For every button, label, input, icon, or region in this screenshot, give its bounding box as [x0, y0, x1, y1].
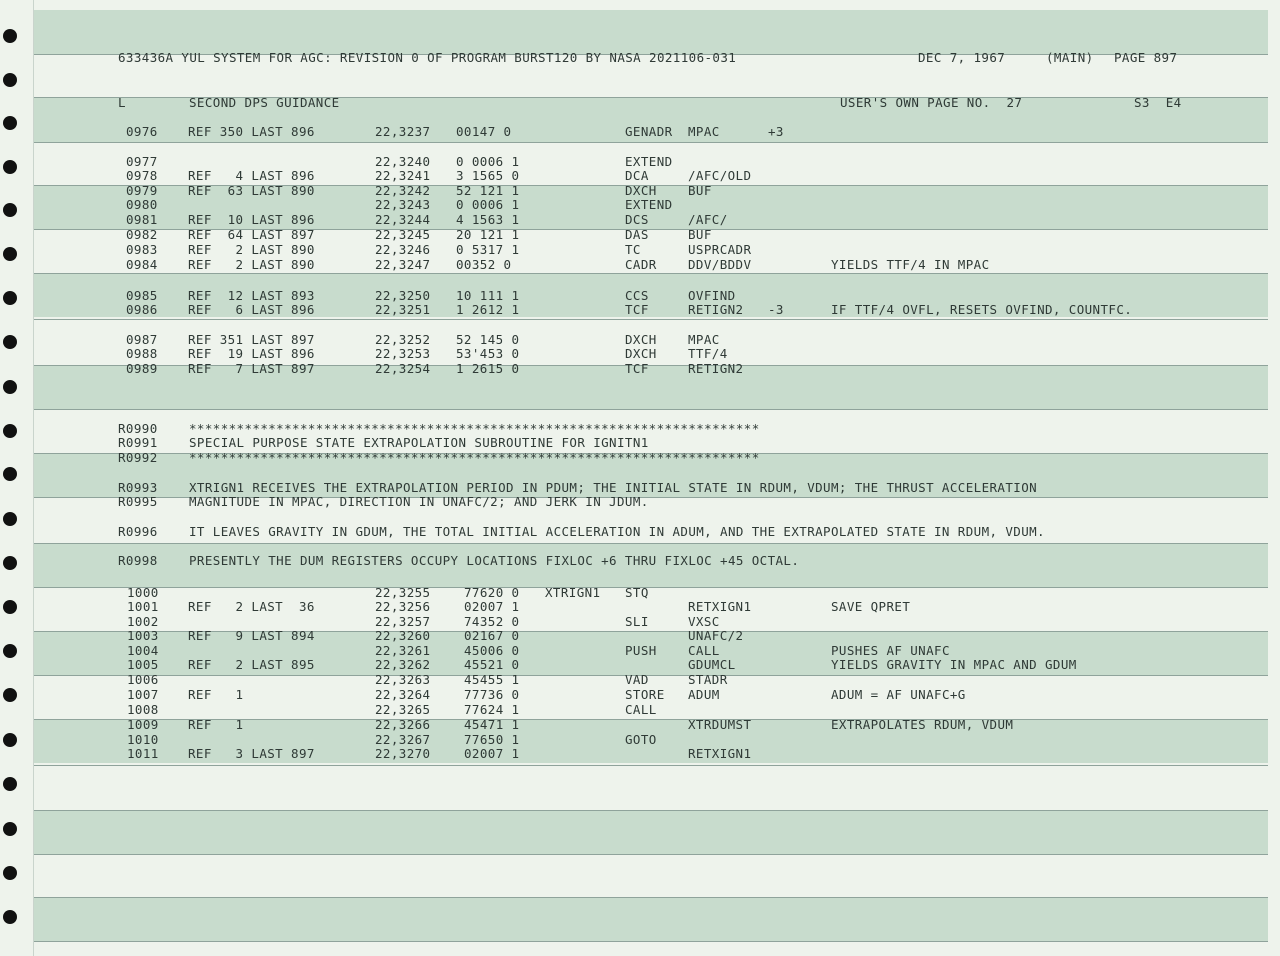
line-number: 1008 [127, 702, 159, 717]
address-field: 22,3260 [375, 628, 431, 643]
octal-code: 1 2615 0 [456, 361, 520, 376]
remark-text: XTRIGN1 RECEIVES THE EXTRAPOLATION PERIOD IN PDUM; THE INITIAL STATE IN RDUM, VDUM; THE THRUST ACCELERATION [189, 480, 1038, 495]
octal-code: 0 0006 1 [456, 197, 520, 212]
opcode: DXCH [625, 183, 657, 198]
line-number: 0978 [126, 168, 158, 183]
operand: TTF/4 [688, 346, 728, 361]
line-number: 1002 [127, 614, 159, 629]
address-field: 22,3251 [375, 302, 431, 317]
ref-field: REF 2 LAST 895 [188, 657, 315, 672]
ref-field: REF 351 LAST 897 [188, 332, 315, 347]
opcode: CADR [625, 257, 657, 272]
remark-line-number: R0990 [118, 421, 158, 436]
line-number: 1009 [127, 717, 159, 732]
line-number: 1007 [127, 687, 159, 702]
tractor-hole [3, 160, 17, 174]
address-field: 22,3270 [375, 746, 431, 761]
operand: STADR [688, 672, 728, 687]
line-number: 1001 [127, 599, 159, 614]
opcode: VAD [625, 672, 649, 687]
operand: USPRCADR [688, 242, 752, 257]
comment: EXTRAPOLATES RDUM, VDUM [831, 717, 1014, 732]
operand: BUF [688, 227, 712, 242]
address-field: 22,3263 [375, 672, 431, 687]
opcode: DCA [625, 168, 649, 183]
tractor-hole [3, 380, 17, 394]
label-field: XTRIGN1 [545, 585, 601, 600]
subheader-code: S3 E4 [1134, 95, 1182, 110]
header-date: DEC 7, 1967 [918, 50, 1006, 65]
address-field: 22,3254 [375, 361, 431, 376]
opcode: PUSH [625, 643, 657, 658]
operand: RETXIGN1 [688, 746, 752, 761]
line-number: 0984 [126, 257, 158, 272]
tractor-hole [3, 512, 17, 526]
address-field: 22,3242 [375, 183, 431, 198]
address-field: 22,3261 [375, 643, 431, 658]
line-number: 1003 [127, 628, 159, 643]
operand: GDUMCL [688, 657, 736, 672]
address-field: 22,3245 [375, 227, 431, 242]
opcode: TCF [625, 302, 649, 317]
ref-field: REF 63 LAST 890 [188, 183, 315, 198]
address-field: 22,3241 [375, 168, 431, 183]
octal-code: 02007 1 [464, 599, 520, 614]
line-number: 0989 [126, 361, 158, 376]
tractor-hole [3, 822, 17, 836]
remark-line-number: R0998 [118, 553, 158, 568]
address-field: 22,3240 [375, 154, 431, 169]
line-number: 0988 [126, 346, 158, 361]
comment: YIELDS GRAVITY IN MPAC AND GDUM [831, 657, 1077, 672]
tractor-hole [3, 866, 17, 880]
line-number: 1011 [127, 746, 159, 761]
comment: PUSHES AF UNAFC [831, 643, 950, 658]
remark-text: ************************************************************************ [189, 450, 760, 465]
ref-field: REF 2 LAST 36 [188, 599, 315, 614]
ref-field: REF 19 LAST 896 [188, 346, 315, 361]
line-number: 1005 [127, 657, 159, 672]
line-number: 1004 [127, 643, 159, 658]
tractor-hole [3, 644, 17, 658]
octal-code: 1 2612 1 [456, 302, 520, 317]
octal-code: 77736 0 [464, 687, 520, 702]
ref-field: REF 2 LAST 890 [188, 257, 315, 272]
line-number: 0981 [126, 212, 158, 227]
line-number: 1000 [127, 585, 159, 600]
opcode: DCS [625, 212, 649, 227]
address-field: 22,3244 [375, 212, 431, 227]
opcode: STORE [625, 687, 665, 702]
comment: YIELDS TTF/4 IN MPAC [831, 257, 990, 272]
line-number: 0982 [126, 227, 158, 242]
octal-code: 0 5317 1 [456, 242, 520, 257]
operand: ADUM [688, 687, 720, 702]
tractor-hole [3, 203, 17, 217]
operand: VXSC [688, 614, 720, 629]
octal-code: 00352 0 [456, 257, 512, 272]
address-field: 22,3257 [375, 614, 431, 629]
tractor-hole [3, 247, 17, 261]
header-main: (MAIN) [1046, 50, 1094, 65]
green-band [33, 10, 1268, 54]
operand-offset: +3 [768, 124, 784, 139]
operand: RETIGN2 [688, 361, 744, 376]
octal-code: 52 145 0 [456, 332, 520, 347]
octal-code: 45471 1 [464, 717, 520, 732]
ref-field: REF 4 LAST 896 [188, 168, 315, 183]
address-field: 22,3262 [375, 657, 431, 672]
address-field: 22,3255 [375, 585, 431, 600]
octal-code: 53'453 0 [456, 346, 520, 361]
header-title: 633436A YUL SYSTEM FOR AGC: REVISION 0 OF PROGRAM BURST120 BY NASA 2021106-031 [118, 50, 737, 65]
octal-code: 00147 0 [456, 124, 512, 139]
line-number: 1006 [127, 672, 159, 687]
subheader-title: SECOND DPS GUIDANCE [189, 95, 340, 110]
operand: CALL [688, 643, 720, 658]
line-number: 0985 [126, 288, 158, 303]
address-field: 22,3256 [375, 599, 431, 614]
header-page: PAGE 897 [1114, 50, 1178, 65]
ref-field: REF 3 LAST 897 [188, 746, 315, 761]
operand: /AFC/OLD [688, 168, 752, 183]
operand-offset: -3 [768, 302, 784, 317]
octal-code: 45006 0 [464, 643, 520, 658]
octal-code: 45521 0 [464, 657, 520, 672]
opcode: CALL [625, 702, 657, 717]
comment: SAVE QPRET [831, 599, 911, 614]
operand: /AFC/ [688, 212, 728, 227]
tractor-hole [3, 116, 17, 130]
opcode: SLI [625, 614, 649, 629]
opcode: GENADR [625, 124, 673, 139]
address-field: 22,3243 [375, 197, 431, 212]
line-number: 1010 [127, 732, 159, 747]
remark-text: IT LEAVES GRAVITY IN GDUM, THE TOTAL INITIAL ACCELERATION IN ADUM, AND THE EXTRAPOLATED STATE IN RDUM, VDUM. [189, 524, 1045, 539]
remark-line-number: R0991 [118, 435, 158, 450]
octal-code: 52 121 1 [456, 183, 520, 198]
ref-field: REF 9 LAST 894 [188, 628, 315, 643]
address-field: 22,3250 [375, 288, 431, 303]
address-field: 22,3247 [375, 257, 431, 272]
green-band [33, 897, 1268, 941]
opcode: EXTEND [625, 197, 673, 212]
remark-text: SPECIAL PURPOSE STATE EXTRAPOLATION SUBROUTINE FOR IGNITN1 [189, 435, 649, 450]
tractor-hole [3, 73, 17, 87]
tractor-hole [3, 29, 17, 43]
tractor-hole [3, 733, 17, 747]
ref-field: REF 64 LAST 897 [188, 227, 315, 242]
tractor-hole [3, 777, 17, 791]
octal-code: 77650 1 [464, 732, 520, 747]
tractor-hole [3, 688, 17, 702]
tractor-hole [3, 600, 17, 614]
address-field: 22,3265 [375, 702, 431, 717]
operand: OVFIND [688, 288, 736, 303]
tractor-hole [3, 424, 17, 438]
ref-field: REF 350 LAST 896 [188, 124, 315, 139]
green-band [33, 810, 1268, 854]
tractor-hole [3, 335, 17, 349]
tractor-hole [3, 556, 17, 570]
operand: MPAC [688, 124, 720, 139]
operand: UNAFC/2 [688, 628, 744, 643]
operand: MPAC [688, 332, 720, 347]
tractor-hole [3, 910, 17, 924]
opcode: GOTO [625, 732, 657, 747]
tractor-hole [3, 291, 17, 305]
remark-line-number: R0992 [118, 450, 158, 465]
address-field: 22,3237 [375, 124, 431, 139]
operand: BUF [688, 183, 712, 198]
subheader-l: L [118, 95, 126, 110]
octal-code: 4 1563 1 [456, 212, 520, 227]
octal-code: 77620 0 [464, 585, 520, 600]
ref-field: REF 2 LAST 890 [188, 242, 315, 257]
remark-text: PRESENTLY THE DUM REGISTERS OCCUPY LOCATIONS FIXLOC +6 THRU FIXLOC +45 OCTAL. [189, 553, 800, 568]
line-number: 0986 [126, 302, 158, 317]
operand: RETIGN2 [688, 302, 744, 317]
octal-code: 02167 0 [464, 628, 520, 643]
octal-code: 74352 0 [464, 614, 520, 629]
octal-code: 45455 1 [464, 672, 520, 687]
tractor-hole [3, 467, 17, 481]
operand: XTRDUMST [688, 717, 752, 732]
comment: IF TTF/4 OVFL, RESETS OVFIND, COUNTFC. [831, 302, 1133, 317]
ref-field: REF 6 LAST 896 [188, 302, 315, 317]
address-field: 22,3246 [375, 242, 431, 257]
opcode: STQ [625, 585, 649, 600]
line-number: 0980 [126, 197, 158, 212]
ref-field: REF 12 LAST 893 [188, 288, 315, 303]
ref-field: REF 1 [188, 717, 244, 732]
opcode: DXCH [625, 346, 657, 361]
opcode: DXCH [625, 332, 657, 347]
line-number: 0987 [126, 332, 158, 347]
octal-code: 3 1565 0 [456, 168, 520, 183]
opcode: CCS [625, 288, 649, 303]
octal-code: 77624 1 [464, 702, 520, 717]
octal-code: 10 111 1 [456, 288, 520, 303]
remark-line-number: R0995 [118, 494, 158, 509]
opcode: EXTEND [625, 154, 673, 169]
operand: DDV/BDDV [688, 257, 752, 272]
address-field: 22,3252 [375, 332, 431, 347]
line-number: 0979 [126, 183, 158, 198]
address-field: 22,3266 [375, 717, 431, 732]
operand: RETXIGN1 [688, 599, 752, 614]
address-field: 22,3253 [375, 346, 431, 361]
ref-field: REF 1 [188, 687, 244, 702]
remark-line-number: R0993 [118, 480, 158, 495]
line-number: 0976 [126, 124, 158, 139]
remark-line-number: R0996 [118, 524, 158, 539]
octal-code: 0 0006 1 [456, 154, 520, 169]
ref-field: REF 10 LAST 896 [188, 212, 315, 227]
opcode: DAS [625, 227, 649, 242]
opcode: TCF [625, 361, 649, 376]
address-field: 22,3264 [375, 687, 431, 702]
line-number: 0977 [126, 154, 158, 169]
address-field: 22,3267 [375, 732, 431, 747]
remark-text: ************************************************************************ [189, 421, 760, 436]
ref-field: REF 7 LAST 897 [188, 361, 315, 376]
line-number: 0983 [126, 242, 158, 257]
opcode: TC [625, 242, 641, 257]
remark-text: MAGNITUDE IN MPAC, DIRECTION IN UNAFC/2; AND JERK IN JDUM. [189, 494, 649, 509]
comment: ADUM = AF UNAFC+G [831, 687, 966, 702]
octal-code: 02007 1 [464, 746, 520, 761]
subheader-users-page: USER'S OWN PAGE NO. 27 [840, 95, 1023, 110]
octal-code: 20 121 1 [456, 227, 520, 242]
